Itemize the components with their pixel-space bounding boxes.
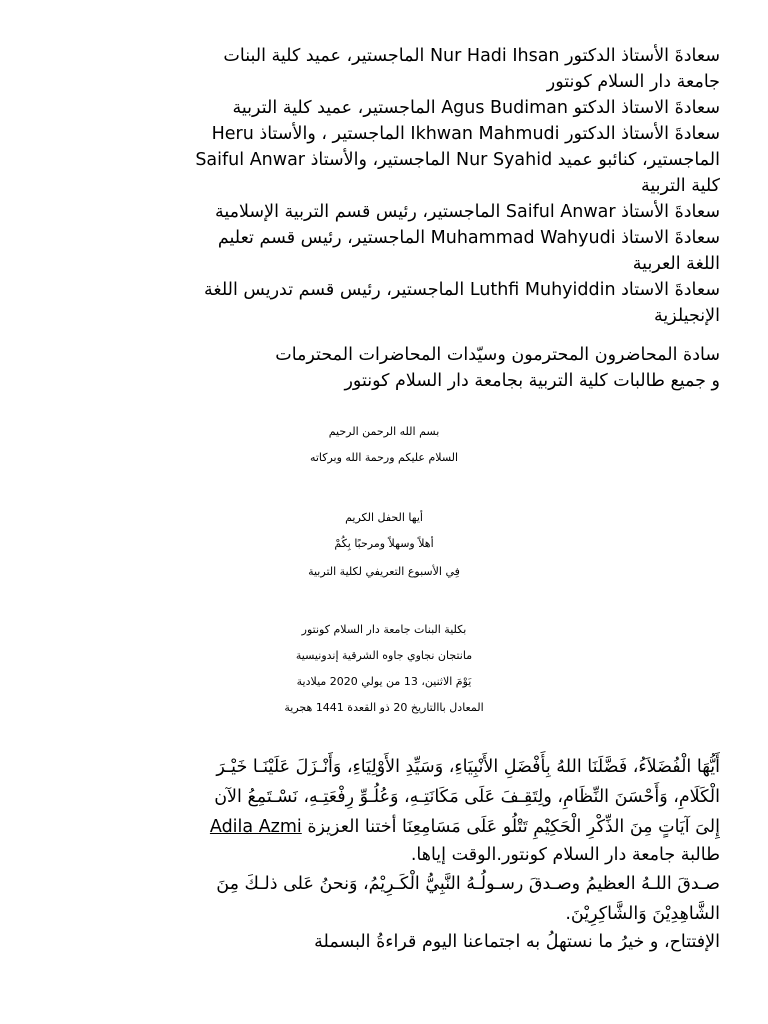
official-line-4: سعادةَ الأستاذ الدكتور Ikhwan Mahmudi الماجستير ، والأستاذ Heru bbox=[211, 124, 720, 144]
closing-line-5: صـدقَ اللـهُ العظيمُ وصـدقَ رسـولُـهُ النَّبِيُّ الْكَـرِيْمُ، وَنحنُ عَلى ذلـكَ مِنَ bbox=[216, 874, 720, 894]
official-line-1: سعادةَ الأستاذ الدكتور Nur Hadi Ihsan الماجستير، عميد كلية البنات bbox=[223, 46, 720, 66]
audience-line-1: سادة المحاضرون المحترمون وسيّدات المحاضرات المحترمات bbox=[275, 345, 720, 365]
venue-line-2: مانتجان نجاوي جاوه الشرقية إندونيسية bbox=[295, 649, 473, 662]
official-line-6: كلية التربية bbox=[640, 176, 720, 196]
official-line-10: سعادةَ الاستاد Luthfi Muhyiddin الماجستير، رئيس قسم تدريس اللغة bbox=[204, 280, 720, 300]
official-line-3: سعادةَ الاستاذ الدكتو Agus Budiman الماجستير، عميد كلية التربية bbox=[232, 98, 720, 118]
date-line-gregorian: يَوْمَ الاثنين، 13 من يولي 2020 ميلادية bbox=[296, 675, 472, 688]
closing-line-2: الْكَلَامِ، وَأَحْسَنَ النِّظَامِ، ولِتَقِـفَ عَلَى مَكَانَتِـهِ، وَعُلُـوِّ رِفْعَتِـهِ، نَسْـتَمِعُ الآن bbox=[214, 787, 720, 807]
closing-line-1: أَيُّهَا الْفُضَلاَءُ، فَضَّلَنَا اللهُ بِأَفْضَلِ الأَنْبِيَاءِ، وَسَيِّدِ الأَوْلِيَاءِ، وَأَنْـزَلَ عَلَيْنَـا خَيْـرَ bbox=[216, 757, 720, 777]
date-line-hijri: المعادل باالتاريخ 20 ذو القعدة 1441 هجرية bbox=[284, 701, 484, 714]
audience-line-2: و جميع طالبات كلية التربية بجامعة دار السلام كونتور bbox=[344, 371, 720, 391]
occasion-line: فِي الأسبوع التعريفي لكلية التربية bbox=[308, 565, 460, 578]
closing-line-6: الشَّاهِدِيْنَ وَالشَّاكِرِيْنَ. bbox=[565, 904, 720, 924]
venue-line-1: بكلية البنات جامعة دار السلام كونتور bbox=[301, 623, 467, 636]
reciter-name: Adila Azmi bbox=[209, 817, 302, 837]
official-line-9: اللغة العربية bbox=[632, 254, 720, 274]
official-line-7: سعادةَ الأستاذ Saiful Anwar الماجستير، رئيس قسم التربية الإسلامية bbox=[214, 202, 720, 222]
official-line-5: Saiful Anwar الماجستير، والأستاذ Nur Syahid الماجستير، كنائبو عميد bbox=[195, 150, 720, 170]
salam: السلام عليكم ورحمة الله وبركاته bbox=[309, 451, 459, 464]
closing-line-3-text: إِلىَ آيَاتٍ مِنَ الذِّكْرِ الْحَكِيْمِ تَتْلُو عَلَى مَسَامِعِنَا أختنا العزيزة bbox=[307, 817, 720, 837]
official-line-2: جامعة دار السلام كونتور bbox=[546, 72, 720, 92]
closing-line-3 bbox=[210, 815, 720, 839]
official-line-11: الإنجيلزية bbox=[654, 306, 720, 326]
closing-line-4: طالبة جامعة دار السلام كونتور.الوقت إياها. bbox=[410, 845, 720, 865]
basmala: بسم الله الرحمن الرحيم bbox=[328, 425, 440, 438]
welcome-line: أهلاً وسهلاً ومرحبًا بِكُمْ bbox=[334, 537, 434, 550]
address-line: أيها الحفل الكريم bbox=[345, 511, 423, 524]
closing-line-7: الإفتتاح، و خيرُ ما نستهلُ به اجتماعنا اليوم قراءةُ البسملة bbox=[314, 932, 720, 952]
official-line-8: سعادةَ الاستاذ Muhammad Wahyudi الماجستير، رئيس قسم تعليم bbox=[217, 228, 720, 248]
